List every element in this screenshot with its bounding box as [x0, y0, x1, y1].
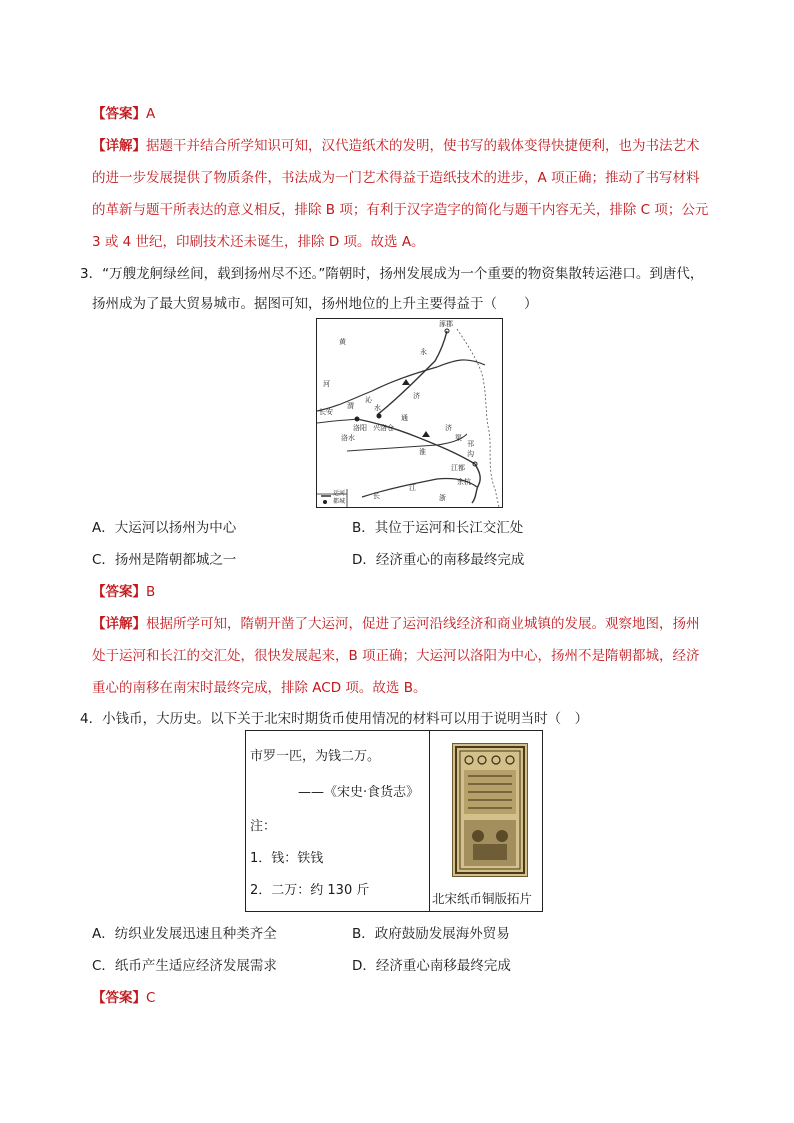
q3-answer: 【答案】B: [92, 584, 156, 600]
map-label-ji: 济: [413, 392, 420, 400]
map-label-ji2: 济: [445, 424, 452, 432]
q2-detail-line: 的进一步发展提供了物质条件，书法成为一门艺术得益于造纸技术的进步，A 项正确；推动了书写材料: [92, 170, 700, 186]
q3-option-d[interactable]: D．经济重心的南移最终完成: [352, 552, 525, 568]
map-legend-canal: 运河: [333, 490, 346, 497]
q2-detail-line: 的革新与题干所表达的意义相反，排除 B 项；有利于汉字造字的简化与题干内容无关，排除 C 项；公元: [92, 202, 709, 218]
q3-detail-line: 【详解】根据所学可知，隋朝开凿了大运河，促进了运河沿线经济和商业城镇的发展。观察地图，扬州: [92, 616, 700, 632]
map-label-he: 河: [323, 380, 330, 388]
map-label-zhuojun: 涿郡: [439, 320, 453, 328]
map-label-xingluocang: 兴洛仓: [373, 424, 394, 432]
source-note-heading: 注：: [250, 819, 277, 834]
q2-detail-line: 【详解】据题干并结合所学知识可知，汉代造纸术的发明，使书写的载体变得快捷便利，也为书法艺术: [92, 138, 700, 154]
q3-stem-line: 3．“万艘龙舸绿丝间，载到扬州尽不还。”隋朝时，扬州发展成为一个重要的物资集散转运港口。到唐代，: [80, 266, 704, 282]
map-label-gou: 沟: [467, 450, 474, 458]
map-label-tong: 通: [401, 414, 408, 422]
grand-canal-map: [316, 318, 503, 508]
q4-answer: 【答案】C: [92, 990, 156, 1006]
q3-option-c[interactable]: C．扬州是隋朝都城之一: [92, 552, 237, 568]
map-label-shui: 水: [374, 404, 381, 412]
banknote-rubbing-image: [452, 743, 528, 877]
q2-detail-line: 3 或 4 世纪，印刷技术还未诞生，排除 D 项。故选 A。: [92, 234, 425, 250]
map-label-jiangdu: 江都: [451, 464, 465, 472]
map-label-huai: 淮: [419, 448, 426, 456]
map-label-luoshui: 洛水: [341, 434, 355, 442]
source-note-2: 2．二万：约 130 斤: [250, 883, 370, 898]
map-label-qu: 渠: [455, 434, 462, 442]
q2-answer: 【答案】A: [92, 106, 156, 122]
map-label-jiang: 江: [409, 484, 416, 492]
q4-option-d[interactable]: D．经济重心南移最终完成: [352, 958, 511, 974]
map-label-zhe: 浙: [439, 494, 446, 502]
q4-option-b[interactable]: B．政府鼓励发展海外贸易: [352, 926, 510, 942]
source-citation: ——《宋史·食货志》: [298, 785, 420, 800]
q4-option-c[interactable]: C．纸币产生适应经济发展需求: [92, 958, 277, 974]
image-caption: 北宋纸币铜版拓片: [432, 891, 533, 906]
source-quote: 市罗一匹，为钱二万。: [250, 749, 381, 764]
map-label-changan: 长安: [319, 408, 333, 416]
map-label-wei: 渭: [347, 402, 354, 410]
map-label-huang: 黄: [339, 338, 346, 346]
map-label-chang: 长: [373, 492, 380, 500]
table-divider: [429, 731, 430, 911]
source-note-1: 1．钱：铁钱: [250, 851, 324, 866]
map-legend-capital: 都城: [333, 498, 346, 505]
source-material-table: [245, 730, 543, 912]
map-label-qin: 沁: [365, 396, 372, 404]
q3-option-a[interactable]: A．大运河以扬州为中心: [92, 520, 237, 536]
q4-stem: 4．小钱币，大历史。以下关于北宋时期货币使用情况的材料可以用于说明当时（ ）: [80, 711, 589, 727]
map-label-yuhang: 余杭: [457, 478, 471, 486]
map-label-yong: 永: [420, 348, 427, 356]
q3-option-b[interactable]: B．其位于运河和长江交汇处: [352, 520, 524, 536]
map-label-han: 邗: [467, 440, 474, 448]
q3-detail-line: 处于运河和长江的交汇处，很快发展起来，B 项正确；大运河以洛阳为中心，扬州不是隋朝都城，经济: [92, 648, 700, 664]
q3-stem-line: 扬州成为了最大贸易城市。据图可知，扬州地位的上升主要得益于（ ）: [92, 296, 538, 312]
q3-detail-line: 重心的南移在南宋时最终完成，排除 ACD 项。故选 B。: [92, 680, 427, 696]
map-label-luoyang: 洛阳: [353, 424, 367, 432]
q4-option-a[interactable]: A．纺织业发展迅速且种类齐全: [92, 926, 277, 942]
